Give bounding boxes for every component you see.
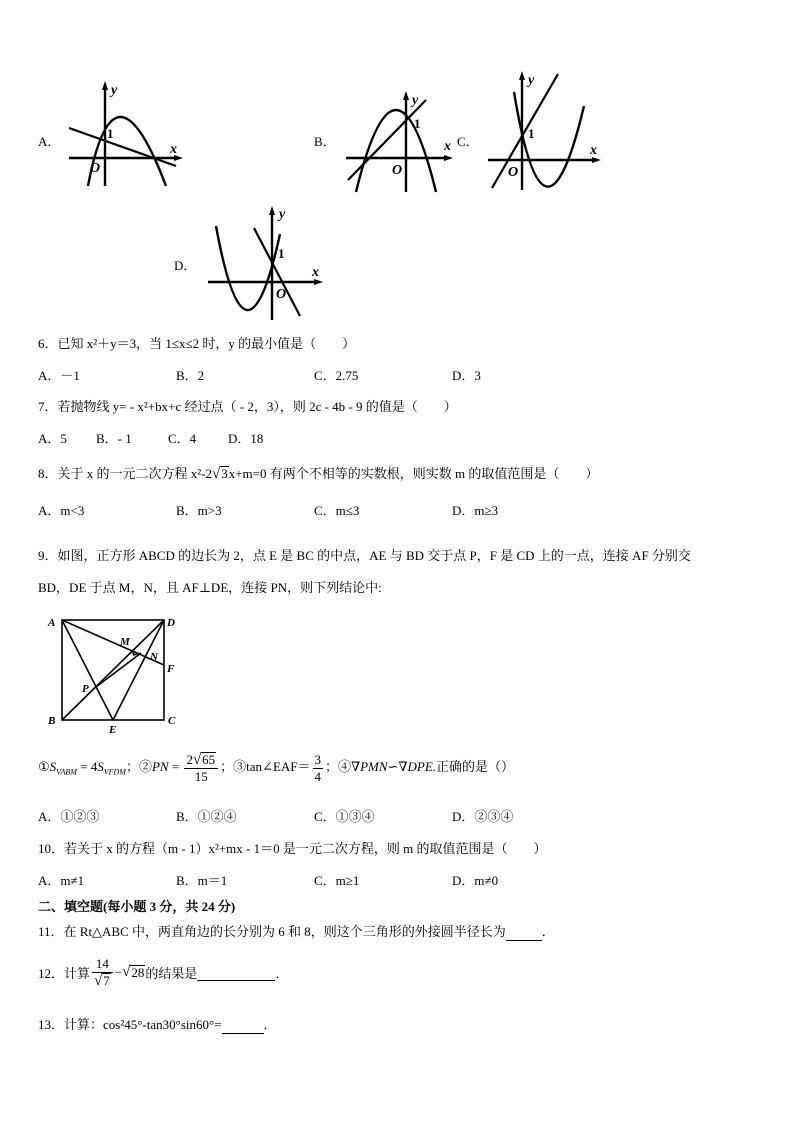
svg-text:E: E xyxy=(109,724,117,736)
svg-text:O: O xyxy=(508,165,519,180)
q9-option-b: B．①②④ xyxy=(176,809,237,824)
q12-end: ． xyxy=(275,966,289,981)
q9-stem-line1: 9．如图，正方形 ABCD 的边长为 2，点 E 是 BC 的中点，AE 与 BD 交于点 P，F 是 CD 上的一点，连接 AF 分别交 xyxy=(38,548,691,563)
c1-sub2: VFDM xyxy=(103,767,126,777)
q10-option-a: A．m≠1 xyxy=(38,873,85,888)
q13-end: ． xyxy=(263,1017,277,1032)
q9-stem-line2: BD，DE 于点 M，N，且 AF⊥DE，连接 PN，则下列结论中: xyxy=(38,580,382,595)
q10-option-b: B．m＝1 xyxy=(176,873,228,888)
graph-d xyxy=(204,200,326,322)
svg-text:y: y xyxy=(279,207,286,222)
c2-eq: = xyxy=(168,759,183,774)
q8-option-d: D．m≥3 xyxy=(452,503,499,518)
q8-stem xyxy=(38,463,598,483)
svg-text:1: 1 xyxy=(278,246,285,261)
svg-text:C: C xyxy=(168,715,176,727)
c2-separator: ；③tan∠EAF＝ xyxy=(220,759,311,774)
q7-option-a: A．5 xyxy=(38,431,67,446)
c4-text: ∇PMN∽∇DPE. xyxy=(351,759,437,774)
svg-text:y: y xyxy=(412,93,419,108)
graph-a xyxy=(66,78,186,188)
q8-option-c: C．m≤3 xyxy=(314,503,360,518)
c1-mid: = 4 xyxy=(76,759,98,774)
svg-text:O: O xyxy=(90,161,101,176)
q11 xyxy=(38,921,555,941)
answer-blank[interactable] xyxy=(222,1017,264,1034)
graph-a-axes xyxy=(69,86,178,186)
q9-figure xyxy=(40,612,190,738)
q12-sqrt: 28 xyxy=(131,965,145,980)
q6-option-b: B．2 xyxy=(176,368,205,383)
q8-option-a: A．m<3 xyxy=(38,503,85,518)
q12: 12．计算 $\frac{14}{√7}$ −√28的结果是 ． xyxy=(38,956,289,989)
minus-sign: − xyxy=(114,964,123,980)
line-b xyxy=(348,100,426,180)
q13-text: 13．计算：cos²45°-tan30°sin60°= xyxy=(38,1017,222,1032)
option-a-label: A． xyxy=(38,134,61,149)
svg-text:M: M xyxy=(120,636,130,648)
q9-conclusions xyxy=(38,750,514,790)
q9-option-a: A．①②③ xyxy=(38,809,100,824)
parabola-c xyxy=(514,92,584,187)
q10-stem: 10．若关于 x 的方程（m - 1）x²+mx - 1＝0 是一元二次方程，则 m 的取值范围是（ ） xyxy=(38,841,547,856)
line-a xyxy=(69,128,176,166)
q10-option-d: D．m≠0 xyxy=(452,873,499,888)
svg-text:D: D xyxy=(167,617,175,629)
option-d-label: D． xyxy=(174,258,197,273)
svg-text:x: x xyxy=(312,265,319,280)
q10-option-c: C．m≥1 xyxy=(314,873,360,888)
square-abcd xyxy=(62,620,164,720)
svg-text:P: P xyxy=(82,683,89,695)
q12-text-post: 的结果是 xyxy=(145,966,198,981)
q13 xyxy=(38,1014,277,1034)
svg-text:N: N xyxy=(150,651,158,663)
graph-c xyxy=(484,66,606,192)
svg-text:y: y xyxy=(111,83,118,98)
c3-separator: ；④ xyxy=(325,759,352,774)
c2-fraction: $\frac{2√65}{15}$ xyxy=(184,752,218,785)
svg-text:F: F xyxy=(167,663,175,675)
q11-text: 11．在 Rt△ABC 中，两直角边的长分别为 6 和 8，则这个三角形的外接圆半径长为 xyxy=(38,924,506,939)
c2-lhs: PN xyxy=(151,759,169,774)
svg-text:B: B xyxy=(48,715,56,727)
conclusion-end: 正确的是（） xyxy=(436,759,515,774)
line-c xyxy=(492,74,558,188)
q6-option-d: D．3 xyxy=(452,368,481,383)
c1-s2: S xyxy=(97,759,104,774)
svg-text:1: 1 xyxy=(107,126,114,141)
q8-option-b: B．m>3 xyxy=(176,503,222,518)
svg-text:x: x xyxy=(590,143,597,158)
svg-text:A: A xyxy=(48,617,56,629)
q11-end: ． xyxy=(541,924,555,939)
parabola-d xyxy=(216,226,280,310)
q6-stem: 6．已知 x²＋y＝3，当 1≤x≤2 时，y 的最小值是（ ） xyxy=(38,336,356,351)
q12-fraction: $\frac{14}{√7}$ xyxy=(92,956,113,989)
svg-text:1: 1 xyxy=(528,126,535,141)
answer-blank[interactable] xyxy=(506,924,542,941)
y-axis-arrow xyxy=(102,81,108,90)
q7-option-c: C．4 xyxy=(168,431,197,446)
section2-title: 二、填空题(每小题 3 分，共 24 分) xyxy=(38,899,236,914)
c1-s1: S xyxy=(49,759,57,774)
q8-stem-pre: 8．关于 x 的一元二次方程 x²-2 xyxy=(38,466,212,481)
parabola-b xyxy=(356,110,436,192)
answer-blank[interactable] xyxy=(197,964,275,981)
q6-option-c: C．2.75 xyxy=(314,368,359,383)
q7-option-b: B．- 1 xyxy=(96,431,132,446)
c1-sub1: VABM xyxy=(56,767,77,777)
c1-prefix: ① xyxy=(38,759,50,774)
svg-text:1: 1 xyxy=(414,116,421,131)
q8-sqrt: 3 xyxy=(221,466,228,481)
q7-stem: 7．若抛物线 y= - x²+bx+c 经过点（ - 2，3），则 2c - 4b - 9 的值是（ ） xyxy=(38,399,457,414)
option-c-label: C． xyxy=(457,134,479,149)
q9-option-c: C．①③④ xyxy=(314,809,375,824)
q7-option-d: D．18 xyxy=(228,431,264,446)
q8-stem-post: x+m=0 有两个不相等的实数根，则实数 m 的取值范围是（ ） xyxy=(228,466,599,481)
q12-text: 12．计算 xyxy=(38,966,91,981)
c3-fraction: $\frac{3}{4}$ xyxy=(314,751,322,784)
svg-text:x: x xyxy=(170,142,177,157)
line-d xyxy=(254,228,300,316)
svg-text:x: x xyxy=(444,139,451,154)
svg-text:O: O xyxy=(392,163,403,178)
svg-text:y: y xyxy=(528,73,535,88)
option-b-label: B． xyxy=(314,134,336,149)
sqrt-sign: √ xyxy=(211,466,221,482)
c1-separator: ；② xyxy=(125,759,152,774)
graph-b xyxy=(344,88,456,194)
q6-option-a: A．－1 xyxy=(38,368,80,383)
q9-option-d: D．②③④ xyxy=(452,809,514,824)
svg-text:O: O xyxy=(276,287,287,302)
